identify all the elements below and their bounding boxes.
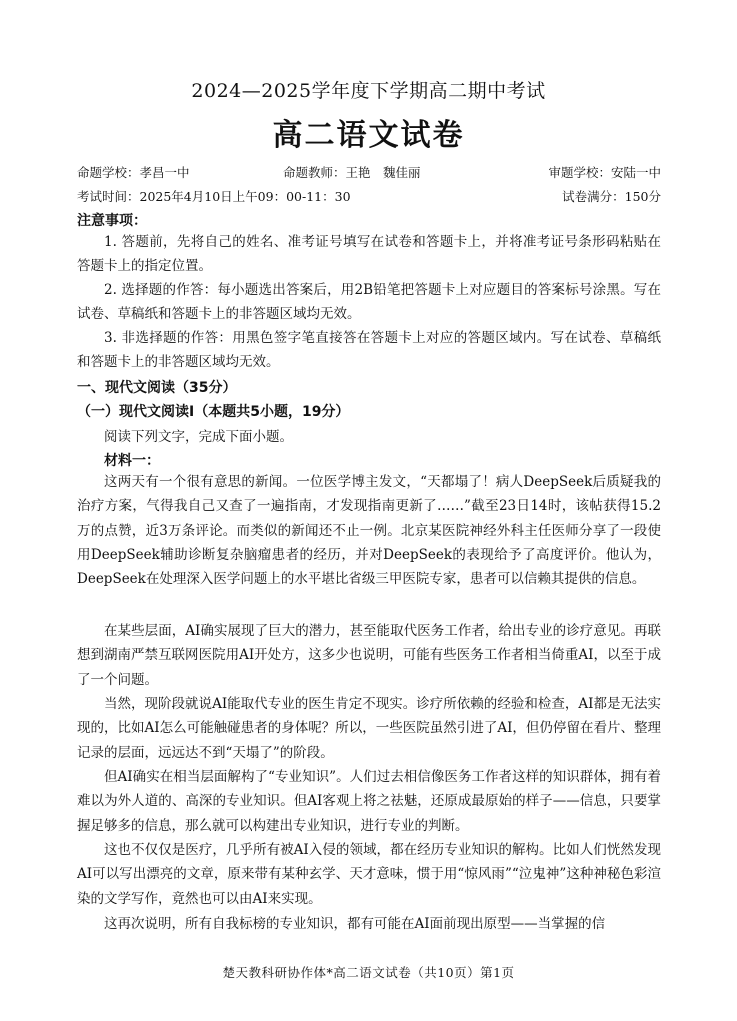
meta-row-time: [77, 187, 661, 205]
meta-row-authors: [77, 163, 661, 181]
meta-time: 考试时间：2025年4月10日上午09：00-11：30: [77, 189, 351, 204]
paper-title: 高二语文试卷: [272, 118, 465, 153]
article-paragraph: 在某些层面，AI确实展现了巨大的潜力，甚至能取代医务工作者，给出专业的诊疗意见。再联想到湖南严禁互联网医院用AI开处方，这多少也说明，可能有些医务工作者相当倚重AI，以至于成了一个问题。: [77, 623, 661, 688]
meta-school: 命题学校：孝昌一中: [77, 165, 190, 180]
note-item-1: 1. 答题前，先将自己的姓名、准考证号填写在试卷和答题卡上，并将准考证号条形码粘贴在答题卡上的指定位置。: [77, 234, 661, 275]
reading-instruction: 阅读下列文字，完成下面小题。: [104, 429, 293, 445]
note-item-2: 2. 选择题的作答：每小题选出答案后，用2B铅笔把答题卡上对应题目的答案标号涂黑。写在试卷、草稿纸和答题卡上的非答题区域均无效。: [77, 282, 661, 323]
subsection-heading: （一）现代文阅读Ⅰ（本题共5小题，19分）: [77, 404, 350, 420]
article-paragraph: 这也不仅仅是医疗，几乎所有被AI入侵的领域，都在经历专业知识的解构。比如人们恍然发现AI可以写出漂亮的文章，原来带有某种玄学、天才意味，惯于用“惊风雨”“泣鬼神”这种神秘色彩渲染的文学写作，竟然也可以由AI来实现。: [77, 842, 661, 907]
meta-score: 试卷满分：150分: [562, 189, 661, 204]
meta-teachers: 命题教师：王艳 魏佳丽: [283, 165, 421, 180]
notes-heading: 注意事项：: [77, 213, 147, 229]
article-paragraph: 这两天有一个很有意思的新闻。一位医学博主发文，“天都塌了！病人DeepSeek后质疑我的治疗方案，气得我自己又查了一遍指南，才发现指南更新了……”截至23日14时，该帖获得15.2万的点赞，近3万条评论。而类似的新闻还不止一例。北京某医院神经外科主任医师分享了一段使用DeepSeek辅助诊断复杂脑瘤患者的经历，并对DeepSeek的表现给予了高度评价。他认为，DeepSeek在处理深入医学问题上的水平堪比省级三甲医院专家，患者可以信赖其提供的信息。: [77, 474, 661, 588]
article-paragraph: 但AI确实在相当层面解构了“专业知识”。人们过去相信像医务工作者这样的知识群体，拥有着难以为外人道的、高深的专业知识。但AI客观上将之祛魅，还原成最原始的样子——信息，只要掌握足够多的信息，那么就可以构建出专业知识，进行专业的判断。: [77, 769, 661, 834]
meta-reviewer: 审题学校：安陆一中: [548, 165, 661, 180]
section-heading: 一、现代文阅读（35分）: [77, 380, 237, 396]
note-item-3: 3. 非选择题的作答：用黑色签字笔直接答在答题卡上对应的答题区域内。写在试卷、草稿纸和答题卡上的非答题区域均无效。: [77, 330, 661, 371]
article-paragraph: 这再次说明，所有自我标榜的专业知识，都有可能在AI面前现出原型——当掌握的信: [104, 916, 606, 932]
article-paragraph: 当然，现阶段就说AI能取代专业的医生肯定不现实。诊疗所依赖的经验和检查，AI都是无法实现的，比如AI怎么可能触碰患者的身体呢？所以，一些医院虽然引进了AI，但仍停留在看片、整理记录的层面，远远达不到“天塌了”的阶段。: [77, 696, 661, 761]
exam-title: 2024—2025学年度下学期高二期中考试: [191, 80, 546, 102]
page-footer: 楚天教科研协作体*高二语文试卷（共10页）第1页: [222, 965, 515, 980]
material-label: 材料一：: [104, 453, 160, 469]
